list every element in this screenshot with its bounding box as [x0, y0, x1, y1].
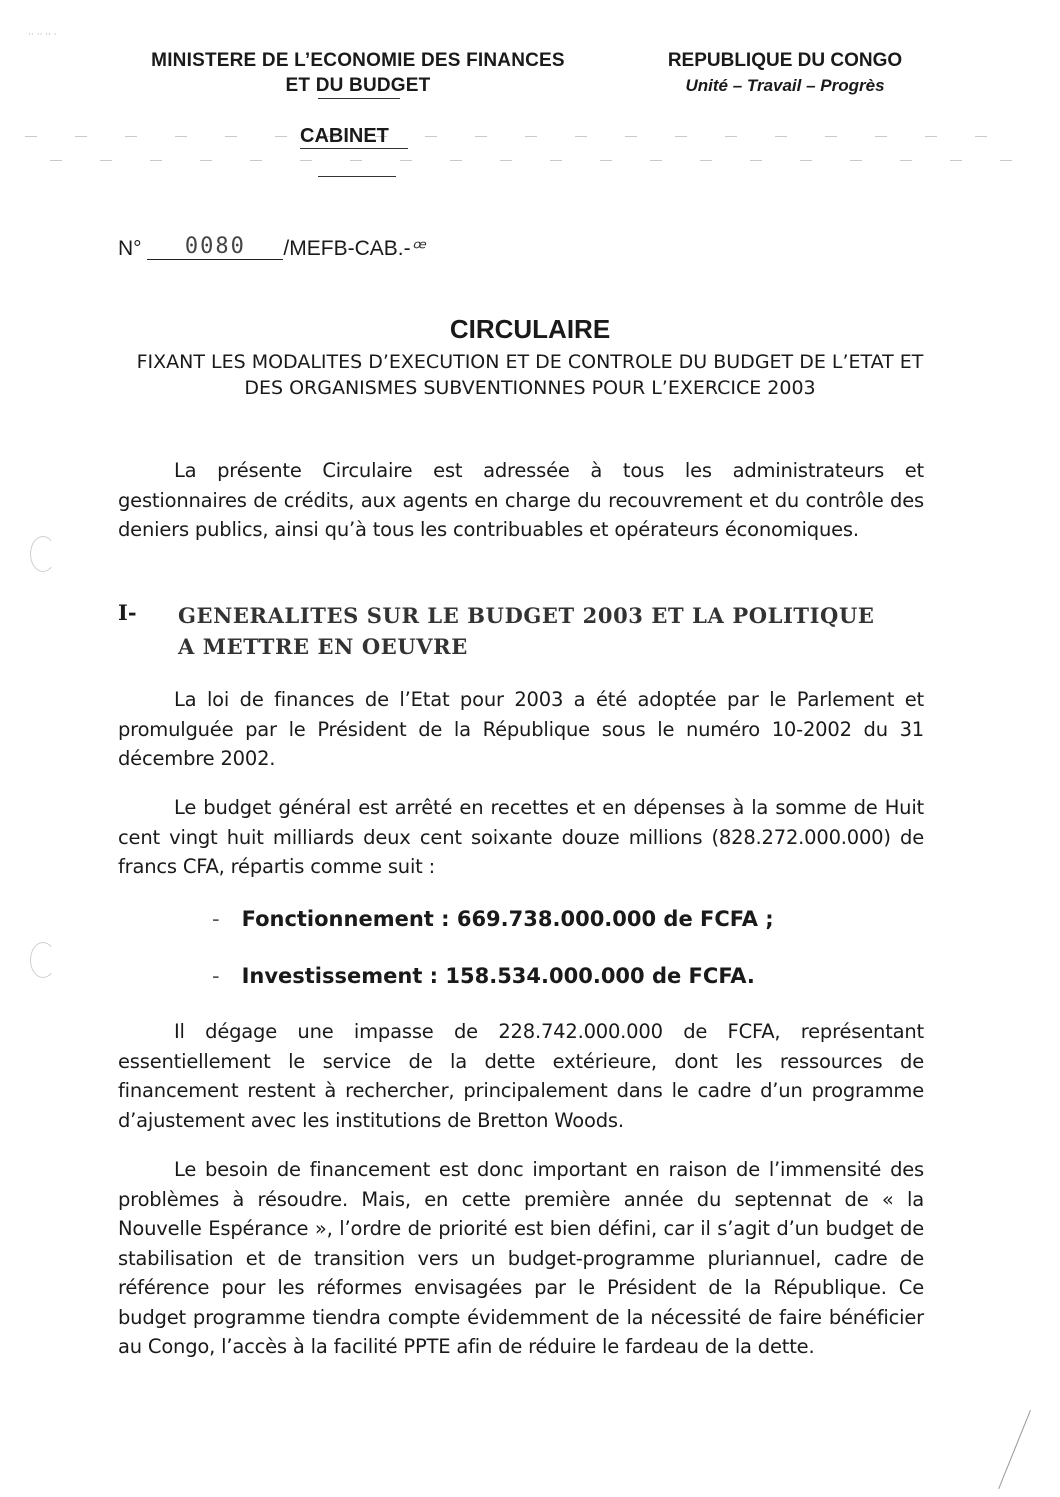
reference-handwritten-number: 0080 — [184, 234, 246, 259]
reference-prefix: N° — [118, 237, 142, 260]
country-header — [640, 48, 930, 98]
bullet-text: Investissement : 158.534.000.000 de FCFA. — [241, 964, 755, 988]
reference-handwritten-mark: ꟹ — [410, 237, 425, 260]
document-subtitle: FIXANT LES MODALITES D’EXECUTION ET DE CONTROLE DU BUDGET DE L’ETAT ET DES ORGANISMES SUBVENTIONNES POUR L’EXERCICE 2003 — [136, 351, 924, 399]
scan-artifact-line — [998, 1410, 1031, 1489]
header-rule — [318, 98, 400, 99]
bullet-item — [212, 907, 774, 931]
cabinet-rule — [318, 176, 396, 177]
section-number: I- — [118, 600, 137, 625]
punch-hole-mark — [30, 942, 56, 978]
scan-artifact: ·· ·· ·· · — [28, 30, 57, 40]
scan-dash-row — [25, 136, 1025, 138]
cabinet-underline — [300, 148, 408, 149]
ministry-name-line2: ET DU BUDGET — [285, 75, 431, 96]
bullet-dash: - — [212, 964, 220, 988]
reference-number — [118, 236, 424, 262]
intro-paragraph: La présente Circulaire est adressée à tous les administrateurs et gestionnaires de crédits, aux agents en charge du recouvrement et du contrôle des deniers publics, ainsi qu’à tous les contribuables et opérateurs économiques. — [118, 459, 924, 541]
bullet-item — [212, 964, 755, 988]
section-paragraph: Le budget général est arrêté en recettes et en dépenses à la somme de Huit cent vingt huit milliards deux cent soixante douze millions (828.272.000.000) de francs CFA, répartis comme suit : — [118, 796, 924, 878]
ministry-name-line1: MINISTERE DE L’ECONOMIE DES FINANCES — [151, 50, 565, 71]
national-motto: Unité – Travail – Progrès — [685, 76, 885, 95]
cabinet-label: CABINET — [300, 125, 389, 147]
section-paragraph: Il dégage une impasse de 228.742.000.000 de FCFA, représentant essentiellement le service de la dette extérieure, dont les ressources de financement restent à rechercher, principalement dans le cadre d’un programme d’ajustement avec les institutions de Bretton Woods. — [118, 1020, 924, 1132]
bullet-dash: - — [212, 907, 220, 931]
scan-dash-row — [50, 160, 1050, 162]
document-title: CIRCULAIRE — [449, 314, 611, 344]
reference-suffix: /MEFB-CAB.- — [283, 237, 411, 260]
punch-hole-mark — [30, 536, 56, 572]
section-paragraph: Le besoin de financement est donc important en raison de l’immensité des problèmes à résoudre. Mais, en cette première année du septennat de « la Nouvelle Espérance », l’ordre de priorité est bien défini, car il s’agit d’un budget de stabilisation et de transition vers un budget-programme pluriannuel, cadre de référence pour les réformes envisagées par le Président de la République. Ce budget programme tiendra compte évidemment de la nécessité de faire bénéficier au Congo, l’accès à la facilité PPTE afin de réduire le fardeau de la dette. — [118, 1158, 924, 1358]
reference-number-field — [147, 234, 283, 260]
country-name: REPUBLIQUE DU CONGO — [667, 50, 903, 71]
section-paragraph: La loi de finances de l’Etat pour 2003 a été adoptée par le Parlement et promulguée par le Président de la République sous le numéro 10-2002 du 31 décembre 2002. — [118, 688, 924, 770]
bullet-text: Fonctionnement : 669.738.000.000 de FCFA ; — [241, 907, 774, 931]
ministry-header — [108, 48, 608, 98]
section-heading: GENERALITES SUR LE BUDGET 2003 ET LA POLITIQUE A METTRE EN OEUVRE — [178, 603, 875, 659]
